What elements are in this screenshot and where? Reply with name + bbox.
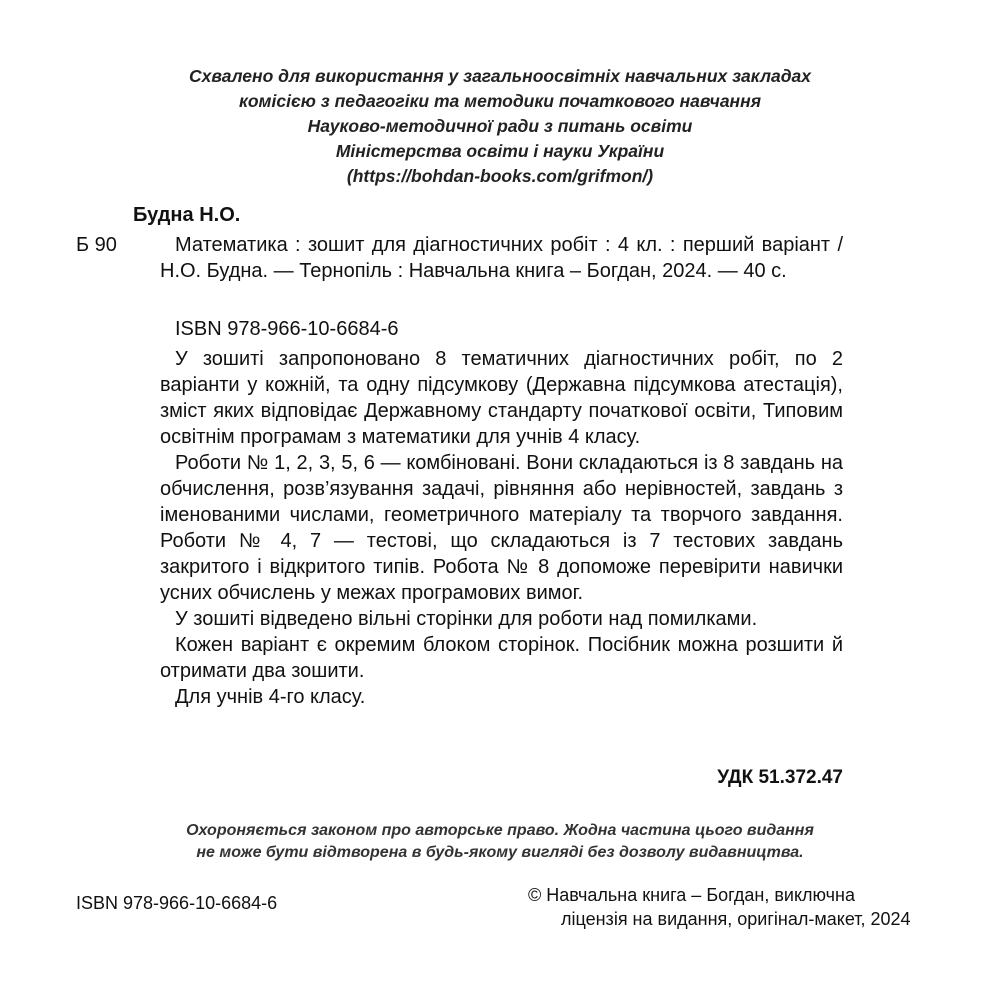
approval-notice [150,64,850,189]
annotation [160,346,843,710]
library-code: Б 90 [76,234,117,256]
publisher-line-1: © Навчальна книга – Богдан, виключна [528,885,855,905]
annotation-paragraph: У зошиті відведено вільні сторінки для роботи над помилками. [175,608,758,630]
annotation-paragraph: Роботи № 1, 2, 3, 5, 6 — комбіновані. Вони складаються із 8 завдань на обчислення, розв’язування задачі, рівняння або нерівностей, завдань з іменованими числами, геометричного матеріалу та творчого завдання. Роботи № 4, 7 — тестові, що складаються із 7 тестових завдань закритого і відкритого типів. Робота № 8 допоможе перевірити навички усних обчислень у межах програмових вимог. [160,452,843,604]
bibliographic-text: Математика : зошит для діагностичних робіт : 4 кл. : перший варіант / Н.О. Будна. — Тернопіль : Навчальна книга – Богдан, 2024. — 40 с. [160,234,843,282]
publisher-copyright [528,883,911,931]
copyright-notice [120,820,880,864]
approval-line: Міністерства освіти і науки України [335,141,665,161]
publisher-line-2: ліцензія на видання, оригінал-макет, 2024 [561,909,911,929]
annotation-paragraph: Для учнів 4-го класу. [175,686,366,708]
approval-line: Схвалено для використання у загальноосвітніх навчальних закладах [188,66,811,86]
bibliographic-description [160,232,843,284]
isbn-bottom: ISBN 978-966-10-6684-6 [76,893,278,913]
approval-line: Науково-методичної ради з питань освіти [307,116,693,136]
annotation-paragraph: Кожен варіант є окремим блоком сторінок. Посібник можна розшити й отримати два зошити. [160,634,843,682]
approval-line: комісією з педагогіки та методики початкового навчання [238,91,761,111]
copyright-notice-line: не може бути відтворена в будь-якому вигляді без дозволу видавництва. [196,844,804,861]
author-name: Будна Н.О. [133,204,241,226]
copyright-notice-line: Охороняється законом про авторське право. Жодна частина цього видання [186,822,814,839]
approval-url: (https://bohdan-books.com/grifmon/) [346,166,654,186]
annotation-paragraph: У зошиті запропоновано 8 тематичних діагностичних робіт, по 2 варіанти у кожній, та одну підсумкову (Державна підсумкова атестація), зміст яких відповідає Державному стандарту початкової освіти, Типовим освітнім програмам з математики для учнів 4 класу. [160,348,843,448]
udk-code: УДК 51.372.47 [717,767,843,788]
isbn-line: ISBN 978-966-10-6684-6 [175,318,399,340]
